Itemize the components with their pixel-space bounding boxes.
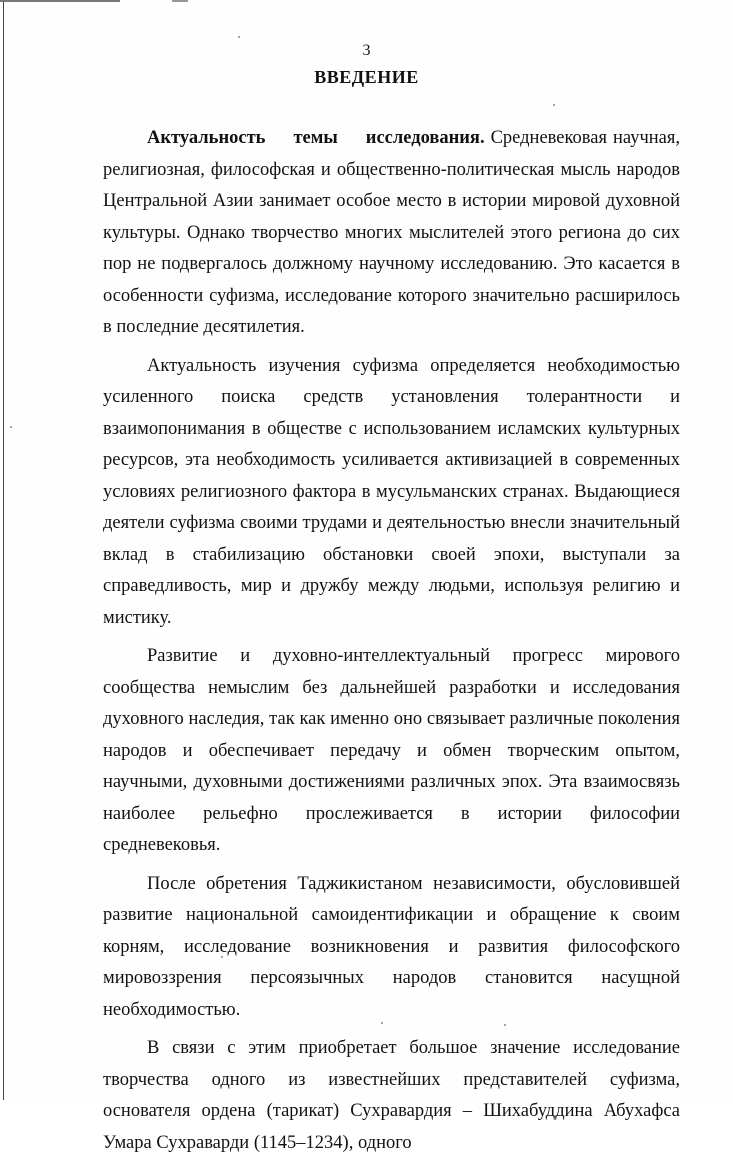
scan-speck (238, 36, 240, 38)
scan-speck (10, 426, 12, 428)
paragraph-text: Средневековая научная, религиозная, философская и общественно-политическая мысль народов Центральной Азии занимает особое место в истории мировой духовной культуры. Однако творчество многих мыслителей этого региона до сих пор не подвергалось должному научному исследованию. Это касается в особенности суфизма, исследование которого значительно расширилось в последние десятилетия. (103, 128, 681, 337)
paragraph: В связи с этим приобретает большое значение исследование творчества одного из известнейших представителей суфизма, основателя ордена (тарикат) Сухравардия – Шихабуддина Абухафса Умара Сухраварди (1145–1234), одного (103, 1038, 680, 1153)
body-text (103, 123, 680, 1166)
paragraph-lead: Актуальность темы исследования. (147, 128, 485, 148)
paragraph: Развитие и духовно-интеллектуальный прогресс мирового сообщества немыслим без дальнейшей разработки и исследования духовного наследия, так как именно оно связывает различные поколения народов и обеспечивает передачу и обмен творческим опытом, научными, духовными достижениями различных эпох. Эта взаимосвязь наиболее рельефно прослеживается в истории философии средневековья. (103, 646, 680, 855)
paragraph (103, 123, 680, 344)
section-heading: ВВЕДЕНИЕ (314, 67, 419, 87)
scan-top-mark-small (172, 0, 188, 2)
scan-top-mark (0, 0, 120, 2)
scan-edge-line (3, 0, 4, 1100)
paragraph: После обретения Таджикистаном независимости, обусловившей развитие национальной самоидентификации и обращение к своим корням, исследование возникновения и развития философского мировоззрения персоязычных народов становится насущной необходимостью. (103, 873, 680, 1020)
paragraph: Актуальность изучения суфизма определяется необходимостью усиленного поиска средств установления толерантности и взаимопонимания в обществе с использованием исламских культурных ресурсов, эта необходимость усиливается активизацией в современных условиях религиозного фактора в мусульманских странах. Выдающиеся деятели суфизма своими трудами и деятельностью внесли значительный вклад в стабилизацию обстановки своей эпохи, выступали за справедливость, мир и дружбу между людьми, используя религию и мистику. (103, 355, 680, 628)
page-number: 3 (362, 42, 371, 59)
scan-speck (553, 104, 555, 106)
